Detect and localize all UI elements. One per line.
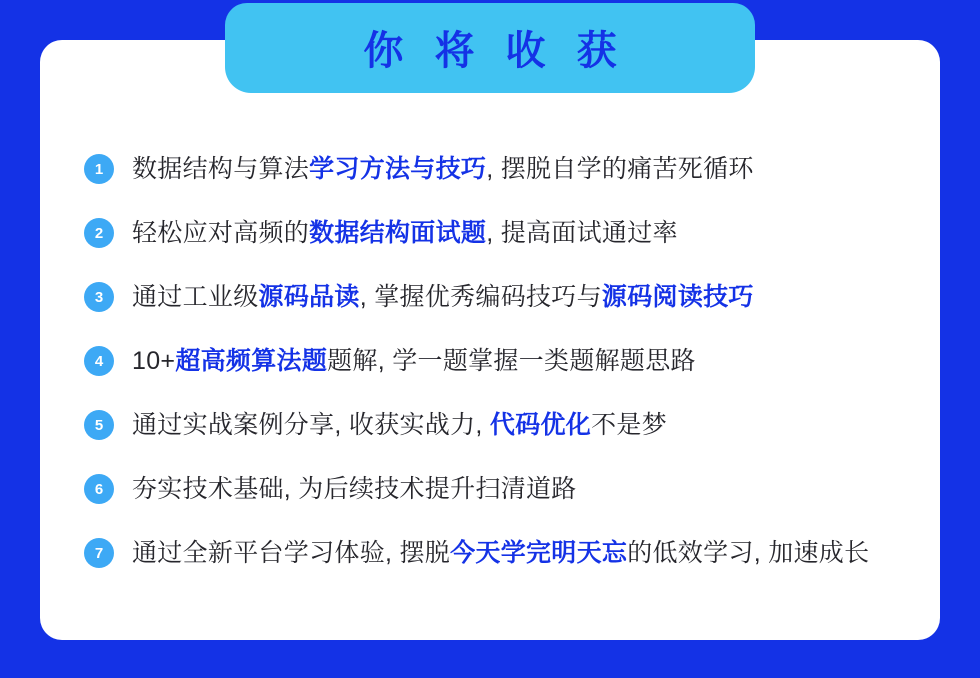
item-number-badge: 4 (84, 346, 114, 376)
page-title: 你 将 收 获 (363, 29, 627, 73)
content-card (40, 29, 940, 640)
item-number-badge: 6 (84, 474, 114, 504)
item-text (132, 212, 678, 254)
item-text-plain: 题解, 学一题掌握一类题解题思路 (327, 347, 696, 375)
item-text-plain: , 摆脱自学的痛苦死循环 (486, 155, 754, 183)
item-number-badge: 5 (84, 410, 114, 440)
list-item (84, 212, 904, 254)
list-item (84, 340, 904, 382)
item-text-highlight: 今天学完明天忘 (450, 539, 628, 567)
item-text (132, 532, 869, 574)
list-item (84, 404, 904, 446)
item-number-badge: 3 (84, 282, 114, 312)
item-text-plain: 的低效学习, 加速成长 (627, 539, 870, 567)
item-text (132, 276, 754, 318)
item-text-plain: 通过实战案例分享, 收获实战力, (132, 411, 490, 439)
item-number-badge: 7 (84, 538, 114, 568)
item-text-highlight: 超高频算法题 (175, 347, 328, 375)
item-text (132, 404, 667, 446)
item-text-highlight: 学习方法与技巧 (309, 155, 487, 183)
item-text-highlight: 源码品读 (258, 283, 360, 311)
item-text-plain: 不是梦 (591, 411, 667, 439)
item-text-plain: 通过全新平台学习体验, 摆脱 (132, 539, 451, 567)
item-number-badge: 2 (84, 218, 114, 248)
benefits-list (84, 148, 904, 596)
item-text (132, 468, 577, 510)
item-text-highlight: 代码优化 (489, 411, 592, 439)
list-item (84, 276, 904, 318)
item-text-plain: 轻松应对高频的 (132, 219, 310, 247)
item-number-badge: 1 (84, 154, 114, 184)
item-text-plain: 10+ (132, 347, 176, 375)
item-text-plain: , 提高面试通过率 (486, 219, 678, 247)
title-banner (225, 3, 755, 93)
item-text-plain: , 掌握优秀编码技巧与 (359, 283, 602, 311)
item-text (132, 340, 696, 382)
list-item (84, 148, 904, 190)
list-item (84, 532, 904, 574)
item-text-plain: 数据结构与算法 (132, 155, 310, 183)
list-item (84, 468, 904, 510)
item-text-plain: 通过工业级 (132, 283, 259, 311)
item-text (132, 148, 754, 190)
item-text-highlight: 源码阅读技巧 (601, 283, 754, 311)
item-text-plain: 夯实技术基础, 为后续技术提升扫清道路 (132, 475, 577, 503)
item-text-highlight: 数据结构面试题 (309, 219, 487, 247)
